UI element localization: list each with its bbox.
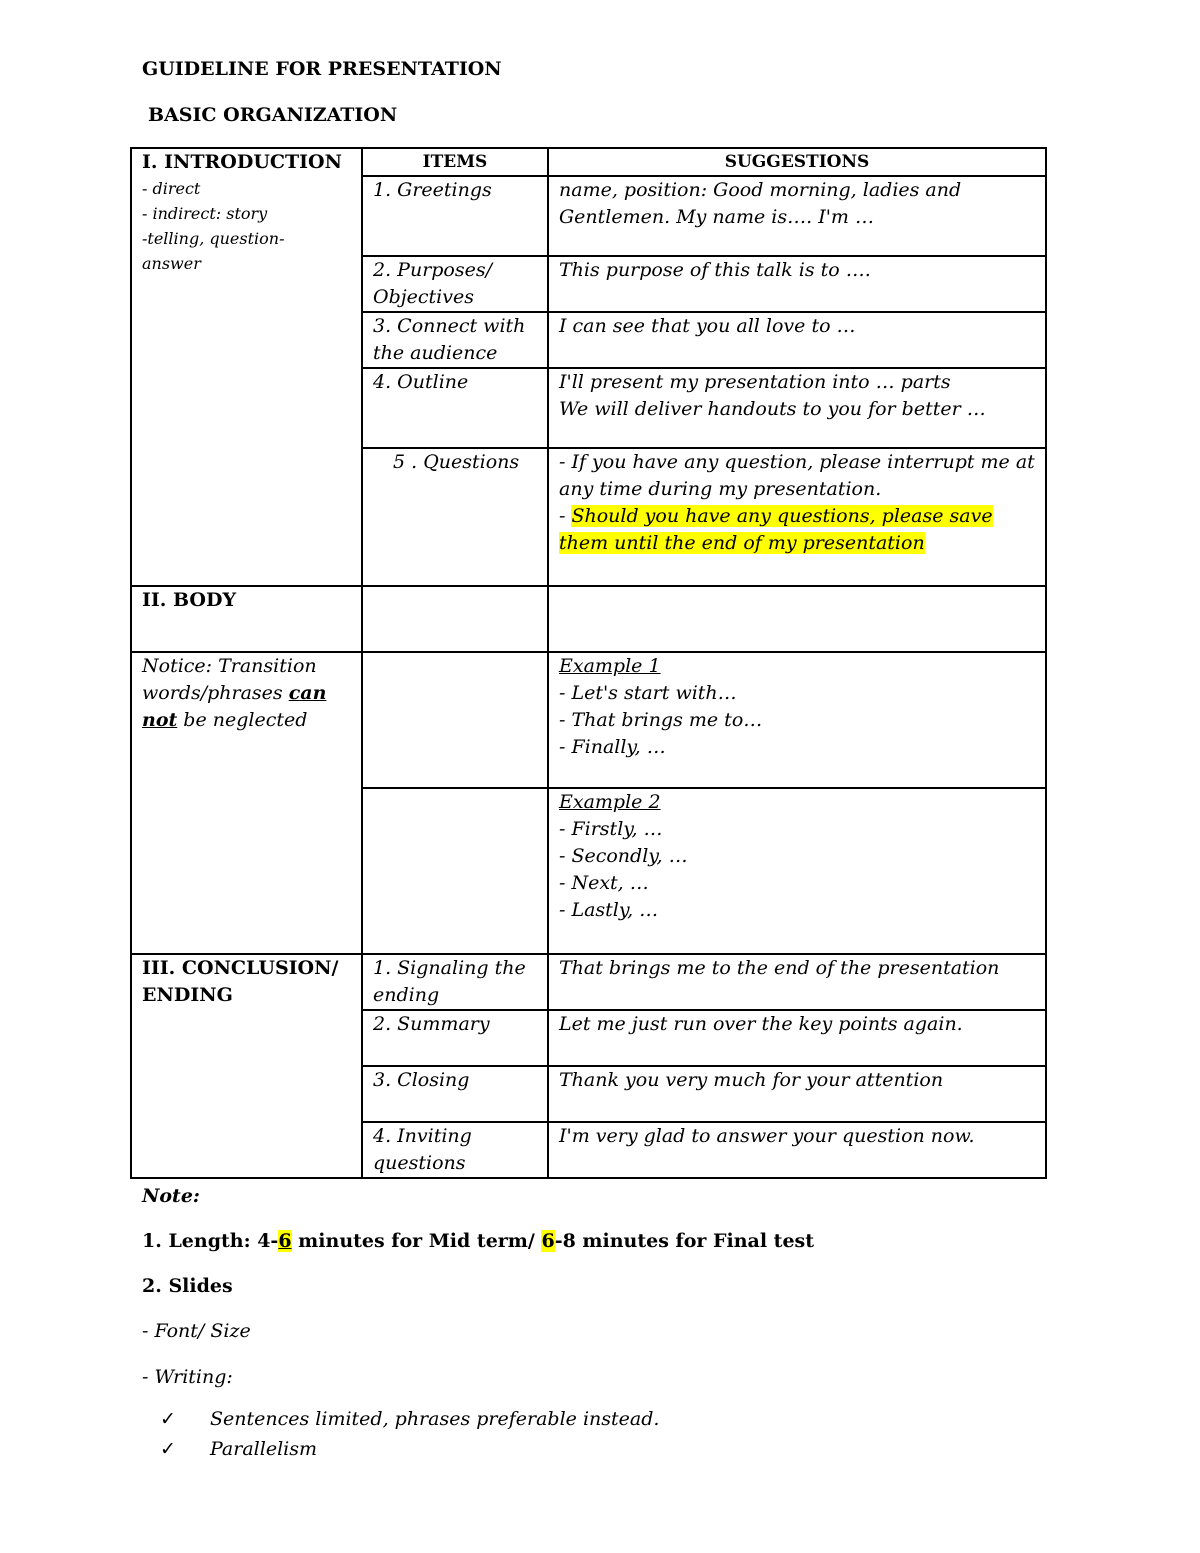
checklist-text: Sentences limited, phrases preferable instead. (210, 1408, 660, 1430)
check-mark-icon: ✓ (160, 1408, 176, 1430)
example-line: - Firstly, … (559, 818, 663, 840)
notice-text: Notice: Transition words/phrases (142, 655, 317, 704)
checklist-item (160, 1408, 659, 1430)
suggestion-cell: That brings me to the end of the presentation (548, 954, 1046, 1010)
note-writing: - Writing: (142, 1366, 233, 1388)
example-line: - Let's start with… (559, 682, 737, 704)
item-cell: 2. Purposes/ Objectives (362, 256, 548, 312)
table-row (131, 652, 1046, 788)
item-cell: 1. Signaling the ending (362, 954, 548, 1010)
note-length-text: -8 minutes for Final test (554, 1230, 815, 1252)
item-cell: 3. Closing (362, 1066, 548, 1122)
suggestion-cell: Thank you very much for your attention (548, 1066, 1046, 1122)
suggestion-dash: - (559, 505, 572, 527)
suggestion-cell (548, 448, 1046, 586)
introduction-note: - indirect: story (142, 204, 268, 223)
checklist-text: Parallelism (210, 1438, 317, 1460)
suggestion-cell: I'm very glad to answer your question now. (548, 1122, 1046, 1178)
item-cell: 2. Summary (362, 1010, 548, 1066)
note-length-text: 1. Length: 4- (142, 1230, 279, 1252)
introduction-cell (131, 148, 362, 586)
item-cell: 4. Outline (362, 368, 548, 448)
body-notice-cell (131, 652, 362, 954)
body-heading: II. BODY (131, 586, 362, 652)
suggestion-line: I can see that you all love to … (559, 315, 856, 337)
example-line: - That brings me to… (559, 709, 763, 731)
introduction-note: answer (142, 254, 201, 273)
table-row (131, 954, 1046, 1010)
note-length (142, 1228, 814, 1254)
items-header: ITEMS (362, 148, 548, 176)
notice-emphasis: can (288, 682, 327, 704)
notice-text: be neglected (177, 709, 308, 731)
empty-cell (362, 652, 548, 788)
conclusion-cell (131, 954, 362, 1178)
suggestion-line: We will deliver handouts to you for better … (559, 398, 986, 420)
empty-cell (548, 586, 1046, 652)
note-length-text: minutes for Mid term/ (291, 1230, 542, 1252)
example-label: Example 2 (559, 791, 661, 813)
item-cell: 1. Greetings (362, 176, 548, 256)
suggestion-cell (548, 312, 1046, 368)
suggestions-header: SUGGESTIONS (548, 148, 1046, 176)
suggestion-cell (548, 176, 1046, 256)
table-row (131, 586, 1046, 652)
introduction-heading: I. INTRODUCTION (142, 151, 342, 173)
empty-cell (362, 788, 548, 954)
suggestion-cell (548, 368, 1046, 448)
example-line: - Next, … (559, 872, 649, 894)
item-cell: 4. Inviting questions (362, 1122, 548, 1178)
conclusion-heading: ENDING (142, 984, 233, 1006)
suggestion-text: - If you have any question, please interrupt me at any time during my presentation. (559, 451, 1035, 500)
check-mark-icon: ✓ (160, 1438, 176, 1460)
highlighted-number: 6 (278, 1230, 292, 1252)
example-line: - Finally, … (559, 736, 666, 758)
document-title: GUIDELINE FOR PRESENTATION (142, 58, 502, 80)
document-subtitle: BASIC ORGANIZATION (148, 104, 398, 126)
example-line: - Secondly, … (559, 845, 688, 867)
item-cell: 3. Connect with the audience (362, 312, 548, 368)
introduction-note: - direct (142, 179, 201, 198)
suggestion-cell (548, 256, 1046, 312)
empty-cell (362, 586, 548, 652)
notice-emphasis: not (142, 709, 178, 731)
example-line: - Lastly, … (559, 899, 659, 921)
suggestion-line: Gentlemen. My name is…. I'm … (559, 206, 874, 228)
note-slides: 2. Slides (142, 1275, 233, 1297)
suggestion-line: I'll present my presentation into … parts (559, 371, 951, 393)
organization-table (130, 147, 1047, 1179)
highlighted-suggestion: Should you have any questions, please save them until the end of my presentation (559, 505, 993, 554)
checklist-item (160, 1438, 317, 1460)
suggestion-line: name, position: Good morning, ladies and (559, 179, 962, 201)
suggestion-line: This purpose of this talk is to …. (559, 259, 871, 281)
note-font: - Font/ Size (142, 1320, 251, 1342)
example-1-cell (548, 652, 1046, 788)
example-label: Example 1 (559, 655, 661, 677)
note-label: Note: (142, 1185, 200, 1207)
suggestion-cell: Let me just run over the key points again. (548, 1010, 1046, 1066)
introduction-note: -telling, question- (142, 229, 285, 248)
item-cell: 5 . Questions (362, 448, 548, 586)
highlighted-number: 6 (541, 1230, 555, 1252)
conclusion-heading: III. CONCLUSION/ (142, 957, 339, 979)
example-2-cell (548, 788, 1046, 954)
